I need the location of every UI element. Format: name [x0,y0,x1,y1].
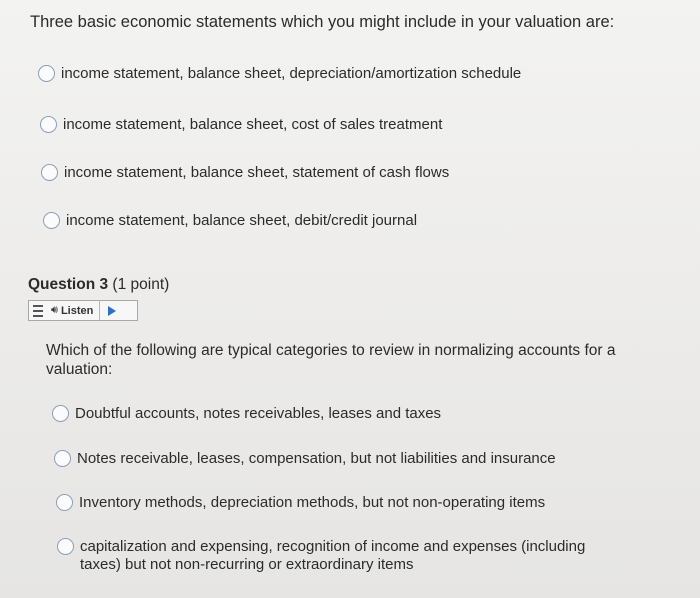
question-3-heading [28,276,169,294]
q2-option-1[interactable] [38,65,521,83]
listen-toolbar [28,300,138,321]
radio-button[interactable] [43,212,60,229]
radio-button[interactable] [56,494,73,511]
q3-option-2[interactable] [54,450,556,468]
toolbar-divider [99,301,100,320]
question-2-stem: Three basic economic statements which you might include in your valuation are: [30,13,615,31]
radio-button[interactable] [38,65,55,82]
option-label: Doubtful accounts, notes receivables, leases and taxes [75,405,442,422]
q3-option-1[interactable] [52,405,441,423]
option-label: income statement, balance sheet, cost of sales treatment [63,116,443,133]
option-label: capitalization and expensing, recognition of income and expenses (including taxes) but not non-recurring or extraordinary items [80,538,586,573]
speaker-icon[interactable]: 🔊︎ [51,304,58,316]
q3-option-3[interactable] [56,494,545,512]
option-label: Inventory methods, depreciation methods, but not non-operating items [79,494,546,511]
listen-button[interactable]: Listen [60,304,94,317]
radio-button[interactable] [57,538,74,555]
q2-option-2[interactable] [40,116,442,134]
radio-button[interactable] [54,450,71,467]
radio-button[interactable] [41,164,58,181]
q3-option-4[interactable] [57,538,597,574]
radio-button[interactable] [52,405,69,422]
menu-icon[interactable] [33,305,43,317]
option-label: income statement, balance sheet, debit/credit journal [66,212,418,229]
radio-button[interactable] [40,116,57,133]
option-label: income statement, balance sheet, depreciation/amortization schedule [61,65,522,82]
option-label: income statement, balance sheet, statement of cash flows [64,164,450,181]
question-3-stem: Which of the following are typical categories to review in normalizing accounts for a valuation: [46,342,616,378]
question-title: Question 3 [28,276,109,293]
q2-option-4[interactable] [43,212,417,230]
question-points: (1 point) [112,276,170,293]
play-icon[interactable] [108,306,116,316]
option-label: Notes receivable, leases, compensation, but not liabilities and insurance [77,450,556,467]
q2-option-3[interactable] [41,164,449,182]
